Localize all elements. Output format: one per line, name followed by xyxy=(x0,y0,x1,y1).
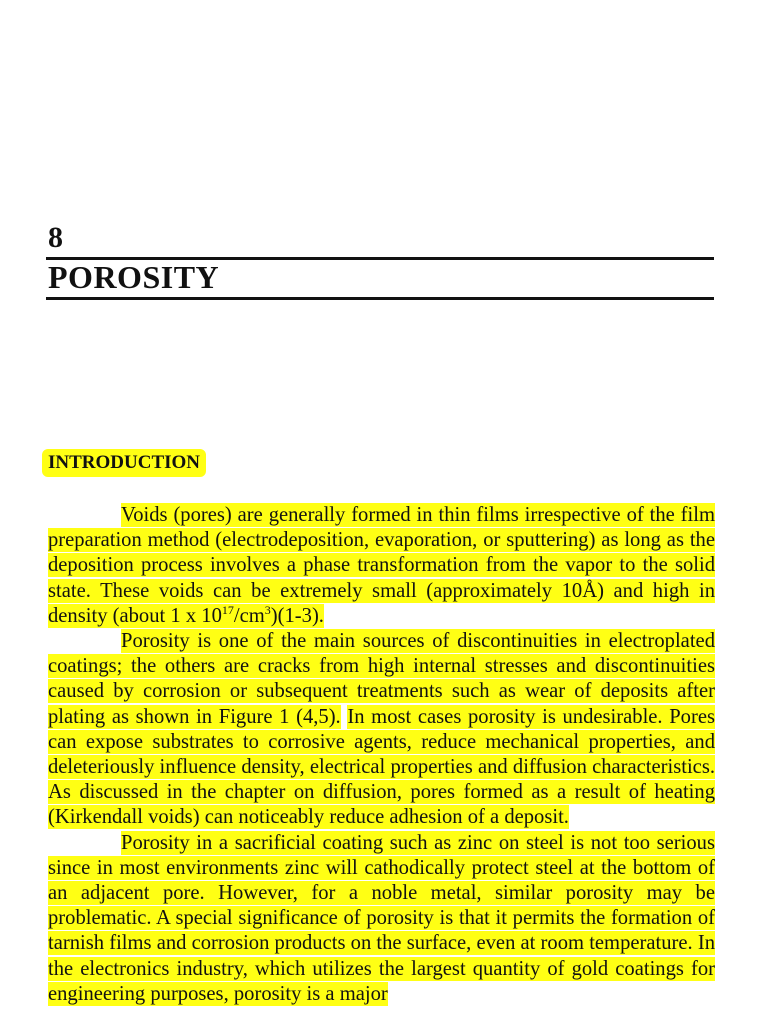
paragraph-2-sentence-1: Porosity is one of the main sources of discontinuities in electroplated coatings; the others are cracks from high internal stresses and discontinuities caused by corrosion or subsequent treatments such as wear of deposits after plating as shown in Figure 1 (4,5). xyxy=(48,630,715,728)
paragraph-2-sentence-3: As discussed in the chapter on diffusion, pores formed as a result of heating (Kirkendall voids) can noticeably reduce adhesion of a deposit. xyxy=(48,781,715,829)
paragraph-1-text: Voids (pores) are generally formed in thin films irrespective of the film preparation method (electrodeposition, evaporation, or sputtering) as long as the deposition process involves a phase transformation from the vapor to the solid state. These voids can be extremely small (approximately 10Å) and high in density (about 1 x 10 xyxy=(48,504,715,627)
paragraph-3 xyxy=(48,831,715,1007)
superscript-exponent: 17 xyxy=(221,602,234,617)
chapter-number: 8 xyxy=(48,221,63,254)
superscript-cube: 3 xyxy=(264,602,271,617)
body-text xyxy=(48,503,715,1007)
chapter-title: POROSITY xyxy=(48,259,220,295)
highlight-span xyxy=(48,503,715,628)
paragraph-1-unit: /cm xyxy=(233,604,265,627)
paragraph-1 xyxy=(48,503,715,629)
paragraph-3-text: Porosity in a sacrificial coating such as zinc on steel is not too serious since in most environments zinc will cathodically protect steel at the bottom of an adjacent pore. However, for a noble metal, similar porosity may be problematic. A special significance of porosity is that it permits the formation of tarnish films and corrosion products on the surface, even at room temperature. In the electronics industry, which utilizes the largest quantity of gold coatings for engineering purposes, porosity is a major xyxy=(48,831,715,1005)
section-heading: INTRODUCTION xyxy=(42,449,206,477)
chapter-rule-bottom xyxy=(46,297,714,300)
paragraph-2 xyxy=(48,629,715,831)
paragraph-1-citation: )(1-3). xyxy=(270,604,324,627)
paragraph-2-sentence-2: In most cases porosity is undesirable. Pores can expose substrates to corrosive agents, reduce mechanical properties, and deleteriously influence density, electrical properties and diffusion characteristics. xyxy=(48,705,715,779)
